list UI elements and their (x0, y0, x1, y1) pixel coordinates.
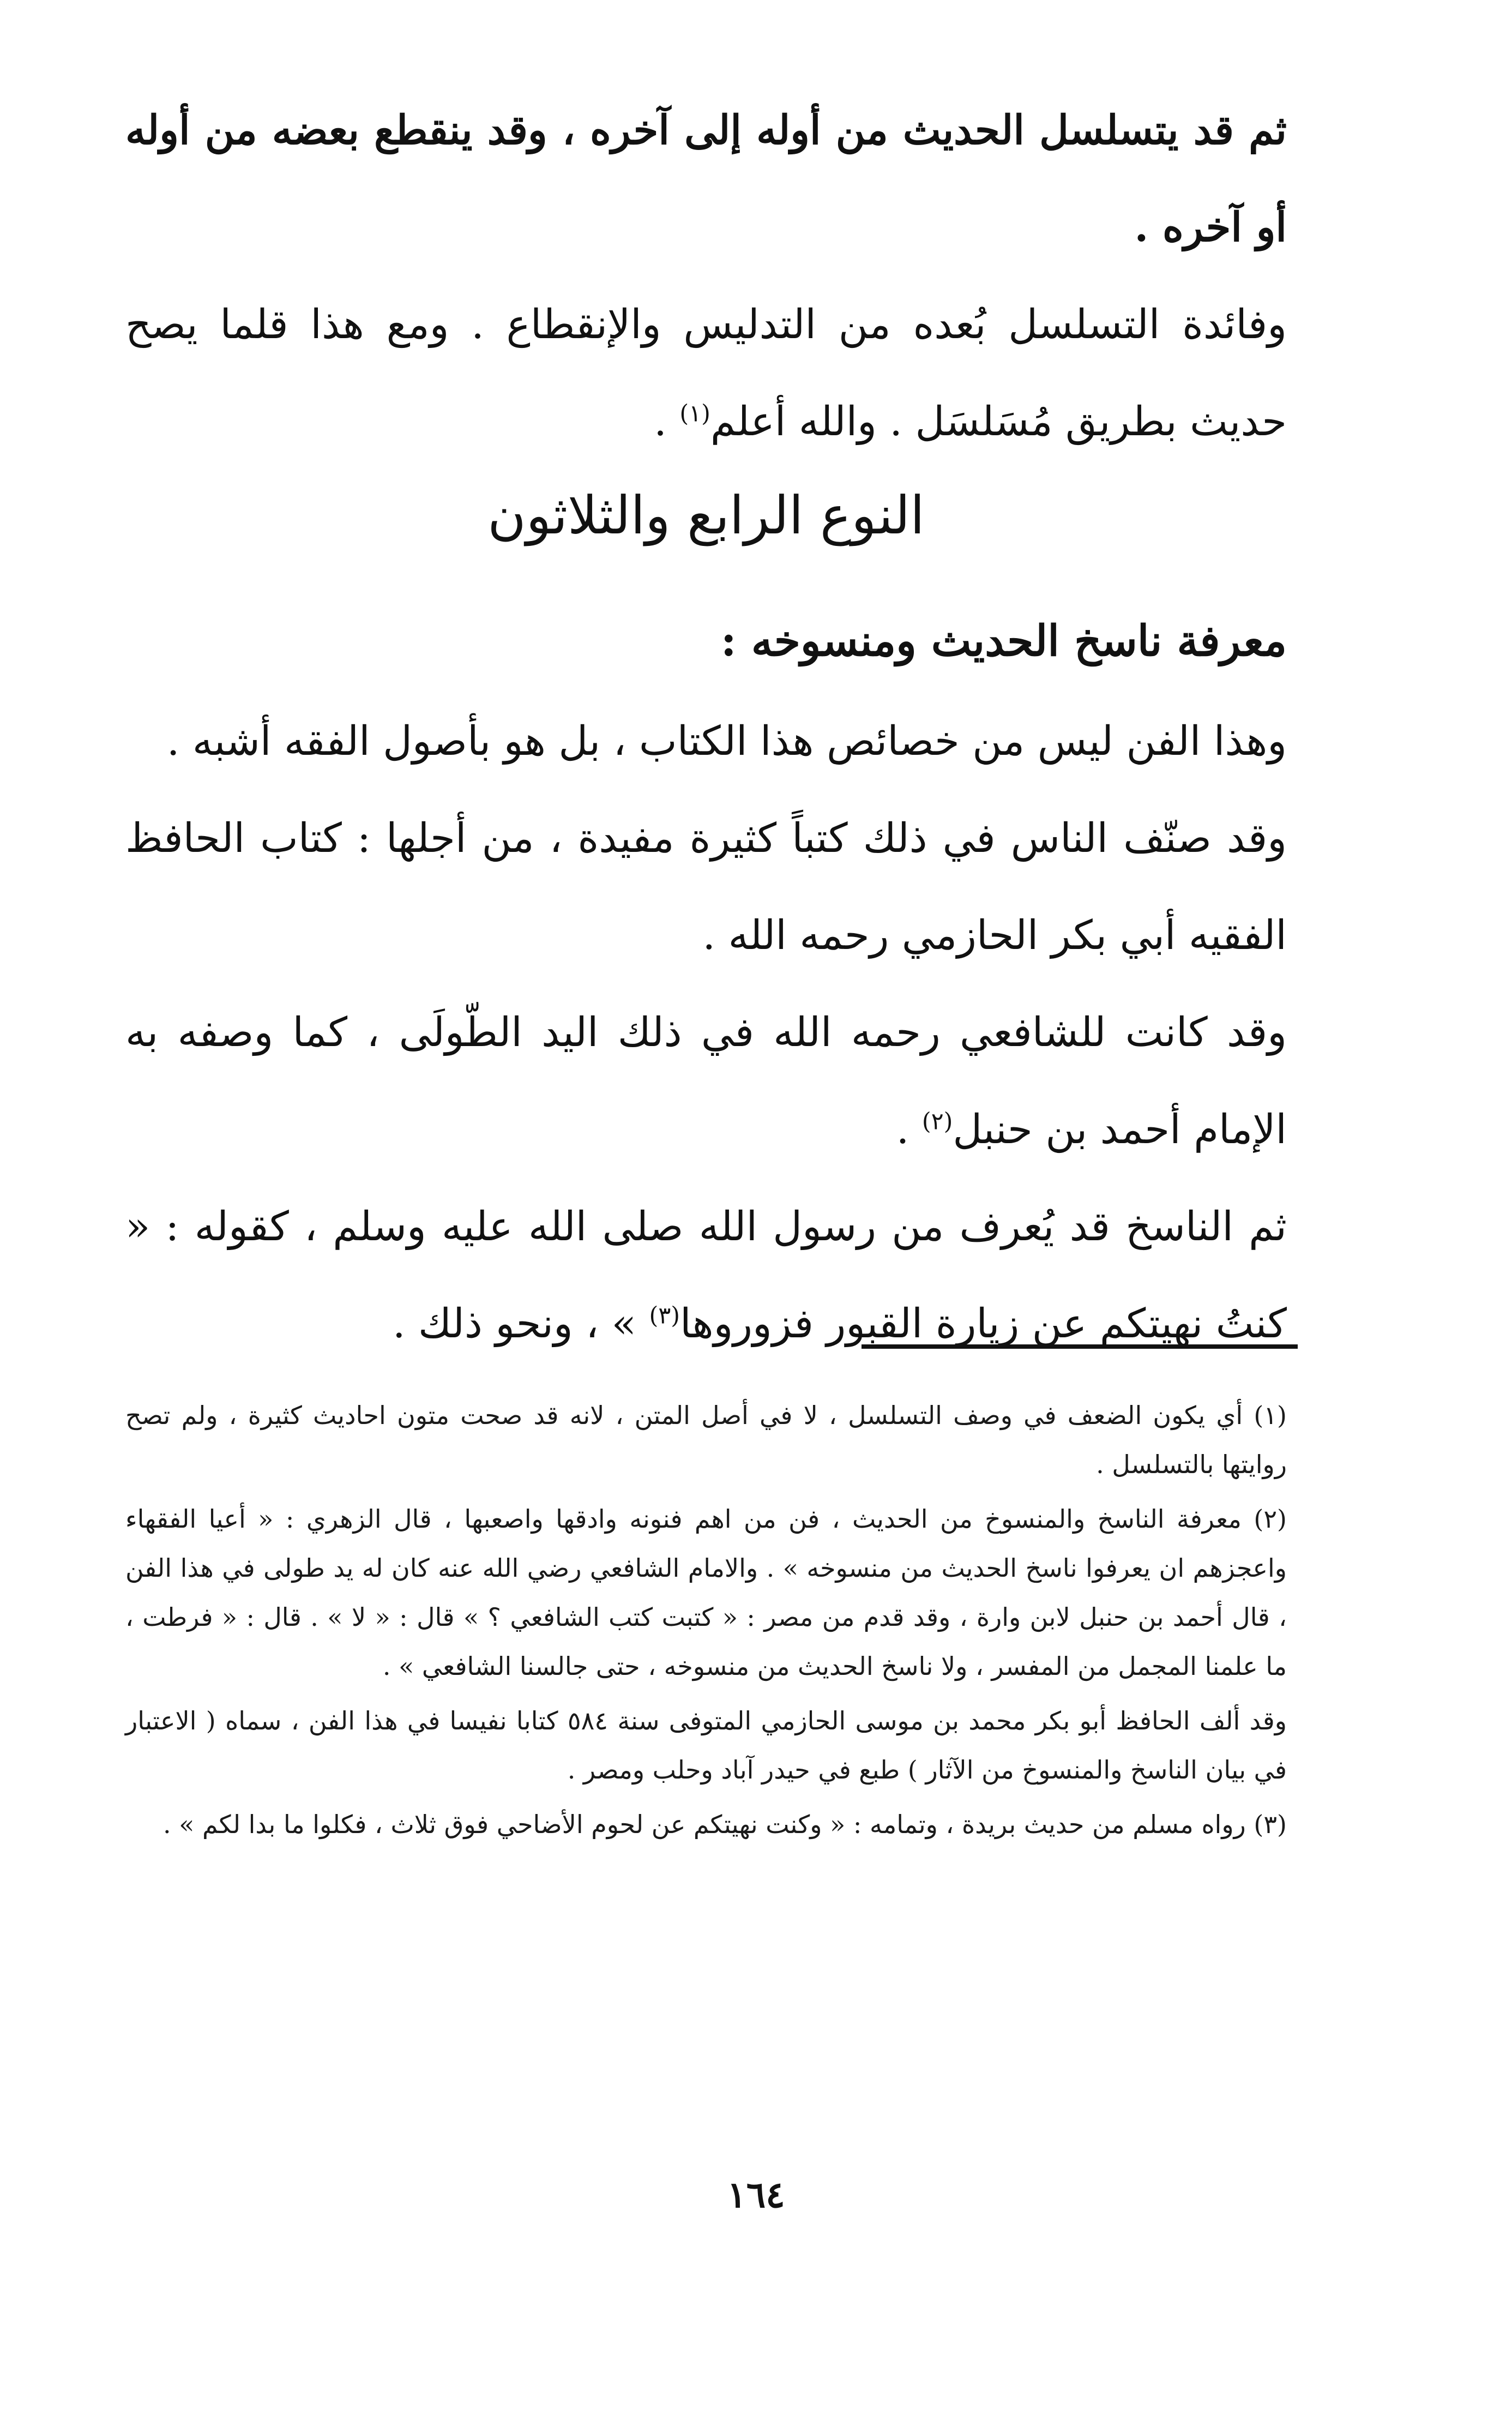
footnote-separator (862, 1344, 1298, 1349)
paragraph-tail: . (896, 1106, 922, 1153)
paragraph-text: وقد كانت للشافعي رحمه الله في ذلك اليد الطّولَى ، كما وصفه به الإمام أحمد بن حنبل (125, 1009, 1287, 1153)
body-paragraph-chain-continuity (125, 82, 1287, 276)
footnote-marker-1[interactable]: (١) (679, 400, 710, 428)
footnote-marker-3[interactable]: (٣) (649, 1302, 680, 1330)
footnote-marker-2[interactable]: (٢) (921, 1108, 953, 1136)
footnote-1: (١) أي يكون الضعف في وصف التسلسل ، لا في أصل المتن ، لانه قد صحت متون احاديث كثيرة ، ولم تصح روايتها بالتسلسل . (125, 1401, 1287, 1479)
footnote-2-continued: وقد ألف الحافظ أبو بكر محمد بن موسى الحازمي المتوفى سنة ٥٨٤ كتابا نفيسا في هذا الفن ، سماه ( الاعتبار في بيان الناسخ والمنسوخ من الآثار ) طبع في حيدر آباد وحلب ومصر . (125, 1706, 1287, 1785)
body-paragraph-books (125, 790, 1287, 984)
paragraph-text: ثم قد يتسلسل الحديث من أوله إلى آخره ، وقد ينقطع بعضه من أوله أو آخره . (125, 107, 1287, 251)
paragraph-text: وقد صنّف الناس في ذلك كتباً كثيرة مفيدة ، من أجلها : كتاب الحافظ الفقيه أبي بكر الحازمي رحمه الله . (125, 815, 1287, 959)
footnote-3: (٣) رواه مسلم من حديث بريدة ، وتمامه : « وكنت نهيتكم عن لحوم الأضاحي فوق ثلاث ، فكلوا ما بدا لكم » . (162, 1810, 1287, 1839)
footnotes-section (125, 1391, 1287, 1854)
footnote-2: (٢) معرفة الناسخ والمنسوخ من الحديث ، فن من اهم فنونه وادقها واصعبها ، قال الزهري : « أعيا الفقهاء واعجزهم ان يعرفوا ناسخ الحديث من منسوخه » . والامام الشافعي رضي الله عنه كان له يد طولى في هذا الفن ، قال أحمد بن حنبل لابن وارة ، وقد قدم من مصر : « كتبت كتب الشافعي ؟ » قال : « لا » . قال : « فرطت ، ما علمنا المجمل من المفسر ، ولا ناسخ الحديث من منسوخه ، حتى جالسنا الشافعي » . (125, 1504, 1287, 1681)
section-body (125, 693, 1287, 1372)
paragraph-tail: . (654, 398, 680, 445)
body-paragraph-shafii (125, 984, 1287, 1178)
paragraph-tail: » ، ونحو ذلك . (392, 1300, 649, 1347)
page-number: ١٦٤ (727, 2173, 785, 2216)
body-paragraph-chain-benefit (125, 276, 1287, 470)
section-subheading: معرفة ناسخ الحديث ومنسوخه : (720, 616, 1287, 666)
paragraph-text: وهذا الفن ليس من خصائص هذا الكتاب ، بل هو بأصول الفقه أشبه . (166, 718, 1287, 765)
section-heading: النوع الرابع والثلاثون (487, 485, 925, 546)
paragraph-text: وفائدة التسلسل بُعده من التدليس والإنقطاع . ومع هذا قلما يصح حديث بطريق مُسَلسَل . والله أعلم (125, 301, 1287, 445)
paragraph-text: ثم الناسخ قد يُعرف من رسول الله صلى الله عليه وسلم ، كقوله : « كنتُ نهيتكم عن زيارة القبور فزوروها (125, 1203, 1287, 1347)
top-text-section (125, 82, 1287, 470)
body-paragraph-abrogation (125, 1178, 1287, 1372)
body-paragraph-intro (125, 693, 1287, 790)
